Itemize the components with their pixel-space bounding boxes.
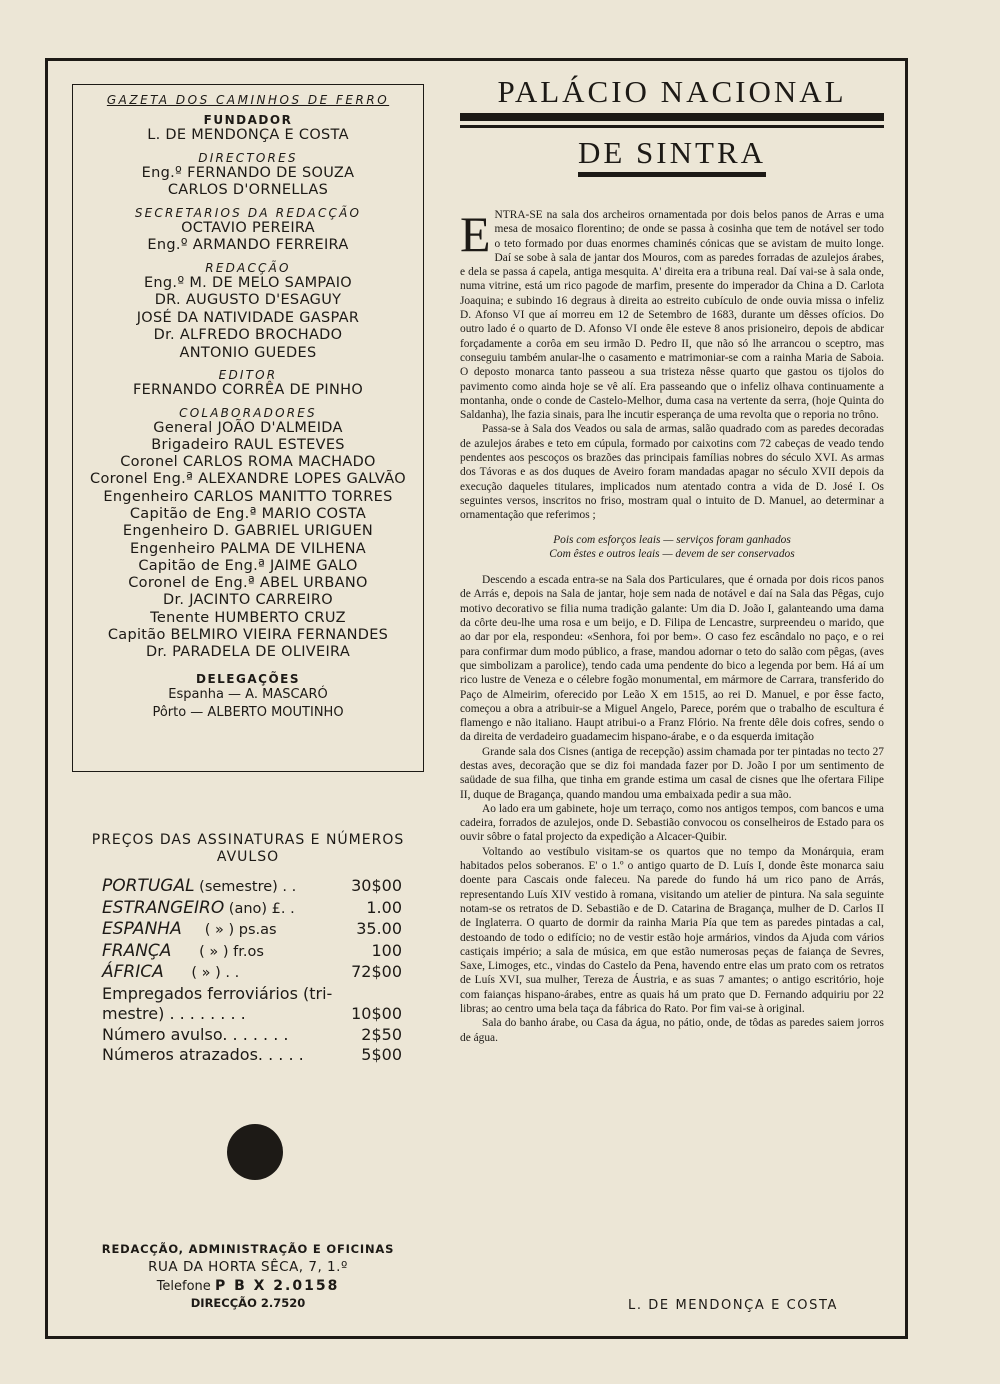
office-line: REDACÇÃO, ADMINISTRAÇÃO E OFICINAS — [101, 1242, 395, 1256]
gazette-name: GAZETA DOS CAMINHOS DE FERRO — [106, 93, 390, 107]
author-signature: L. DE MENDONÇA E COSTA — [628, 1298, 839, 1313]
editor-label: EDITOR — [218, 368, 278, 382]
price-period: (ano) £. . — [224, 900, 295, 917]
secretary-name: Eng.º ARMANDO FERREIRA — [147, 237, 349, 253]
price-row — [102, 898, 402, 920]
price-country: ESPANHA — [102, 919, 182, 939]
price-country: ÁFRICA — [102, 962, 164, 982]
collaborator-name: Capitão BELMIRO VIEIRA FERNANDES — [107, 627, 389, 644]
title-rule — [460, 113, 884, 121]
employees-label: Empregados ferroviários (tri- — [102, 983, 333, 1003]
prices-heading: PREÇOS DAS ASSINATURAS E NÚMEROS — [91, 832, 405, 848]
price-value: 2$50 — [361, 1024, 402, 1044]
price-period: ( » ) . . — [163, 965, 240, 981]
price-row — [102, 876, 402, 898]
price-country: ESTRANGEIRO — [102, 897, 225, 918]
price-period: ( » ) fr.os — [171, 943, 264, 960]
director-name: Eng.º FERNANDO DE SOUZA — [141, 164, 355, 181]
collaborator-name: Dr. PARADELA DE OLIVEIRA — [145, 644, 351, 661]
price-country: FRANÇA — [102, 940, 172, 961]
masthead-box — [72, 84, 424, 772]
redaccao-name: DR. AUGUSTO D'ESAGUY — [154, 292, 342, 308]
article-subtitle: DE SINTRA — [578, 135, 766, 177]
phone-line — [72, 1278, 424, 1294]
article-body — [460, 208, 884, 1045]
price-row — [102, 919, 402, 941]
directors-label: DIRECTORES — [198, 150, 298, 165]
back-issue-label: Números atrazados. . . . . — [102, 1045, 304, 1064]
price-period: (semestre) . . — [194, 879, 297, 895]
prices-heading: AVULSO — [216, 849, 280, 865]
collaborator-name: Engenheiro D. GABRIEL URIGUEN — [122, 523, 374, 540]
collaborator-name: Capitão de Eng.ª MARIO COSTA — [129, 505, 367, 522]
phone-label: Telefone — [156, 1279, 211, 1294]
price-row — [102, 962, 402, 984]
delegation: Espanha — A. MASCARÓ — [168, 686, 328, 702]
paragraph: Sala do banho árabe, ou Casa da água, no pátio, onde, de tôdas as paredes saiem jorros de água. — [460, 1017, 884, 1044]
paragraph — [460, 208, 884, 422]
address-line: RUA DA HORTA SÊCA, 7, 1.º — [148, 1259, 348, 1275]
collaborator-name: Coronel Eng.ª ALEXANDRE LOPES GALVÃO — [90, 471, 406, 488]
article-title — [460, 135, 884, 171]
phone-number: P B X 2.0158 — [214, 1278, 340, 1294]
collaborator-name: Engenheiro PALMA DE VILHENA — [130, 540, 366, 557]
price-value: 30$00 — [351, 876, 402, 895]
verse-line: Pois com esforços leais — serviços foram ganhados — [553, 533, 791, 546]
price-row — [102, 941, 402, 963]
secretary-name: OCTAVIO PEREIRA — [181, 219, 315, 236]
price-country: PORTUGAL — [102, 876, 195, 896]
price-value: 72$00 — [351, 962, 402, 981]
delegations-label: DELEGAÇÕES — [196, 671, 300, 686]
collaborator-name: Coronel de Eng.ª ABEL URBANO — [128, 575, 368, 592]
subscription-prices — [72, 832, 424, 1066]
delegation: Pôrto — ALBERTO MOUTINHO — [152, 704, 344, 720]
paragraph-text: NTRA-SE na sala dos archeiros ornamentada por dois belos panos de Arras e uma mesa de mosaico florentino; de onde se passa à cosinha que tem de notável ser todo o teto formado por duas enormes chaminés cónicas que se avistam de muito longe. Daí se sobe à sala de jantar dos Mouros, com as paredes forradas de azulejos árabes, e dela se passa á capela, antiga mesquita. A' direita era a tribuna real. Daí vai-se à sala onde, numa vitrine, está um rico pagode de marfim, presente do imperador da China a D. Carlota Joaquina; e subindo 16 degraus à direita ao estreito cubículo de onde ouvia missa o infeliz D. Afonso VI que aí morreu em 12 de Setembro de 1683, durante um dêsses ofícios. Do outro lado é o quarto de D. Afonso VI onde êle esteve 8 anos prisioneiro, depois de abdicar forçadamente a corôa em seu irmão D. Pedro II, que não só lhe arrancou o sceptro, mas conseguiu também anular-lhe o casamento e matrimoniar-se com a rainha Maria de Saboia. O deposto monarca tanto passeou a sua tristeza nêsse quarto que gastou os tijolos do pavimento como ainda hoje se vê alí. Era passeando que o infeliz olhava continuamente a montanha, onde o conde de Castelo-Melhor, duma casa na vertente da serra, (hoje Quinta do Saldanha), lhe fazia sinais, para lhe incutir esperança de uma revolta que o reporia no trôno. — [460, 209, 884, 422]
direccao-line: DIRECÇÃO 2.7520 — [190, 1296, 306, 1310]
publisher-footer — [72, 1242, 424, 1310]
founder-label: FUNDADOR — [203, 113, 293, 127]
drop-cap: E — [460, 206, 491, 262]
price-row — [102, 1025, 402, 1046]
redaccao-name: Dr. ALFREDO BROCHADO — [153, 327, 343, 343]
redaccao-name: JOSÉ DA NATIVIDADE GASPAR — [136, 309, 360, 326]
redaccao-name: Eng.º M. DE MELO SAMPAIO — [143, 274, 353, 291]
founder-name: L. DE MENDONÇA E COSTA — [147, 127, 349, 143]
director-name: CARLOS D'ORNELLAS — [167, 182, 329, 198]
paragraph: Passa-se à Sala dos Veados ou sala de armas, salão quadrado com as paredes decoradas de azulejos árabes e teto em cúpula, formado por caixotins com 72 cabeças de veado tendo pendentes aos pescoços os brazões das principais famílias nobres do século XVI. As armas dos Távoras e as dos duques de Aveiro foram mandadas apagar no século XVII depois da execução daqueles titulares, implicados num atentado contra a vida de D. José I. Os seguintes versos, inscritos no friso, mostram qual o intuito de D. Manuel, ao determinar a ornamentação que referimos ; — [460, 423, 884, 522]
collaborator-name: Dr. JACINTO CARREIRO — [163, 592, 333, 609]
collaborator-name: Tenente HUMBERTO CRUZ — [150, 609, 346, 626]
paragraph: Voltando ao vestíbulo visitam-se os quartos que no tempo da Monárquia, eram habitados pelos soberanos. E' o 1.º o antigo quarto de D. Luís I, donde êste monarca saiu doente para Cascais onde faleceu. Na parede do fundo há um rico pano de Arrás, representando Luís XIV vestido à romana, visitando um atelier de pintura. Na sala seguinte notam-se os retratos de D. Sebastião e de D. Catarina de Bragança, mulher de D. Carlos II de Inglaterra. O quarto de dormir da rainha Maria Pía que tem as paredes pintadas a cal, destoando de todo o edifício; no de vestir estão hoje armários, vindos da Ajuda com vários castiçais império; a sala de música, em que estão numerosas peças de faiança de Sevres, Saxe, Limoges, etc., vindas do Castelo da Pena, havendo entre elas um prato com os retratos de Luís XVI, sua mulher, Tereza de Áustria, e as suas 7 amantes; o antigo escritório, hoje com faianças hispano-árabes, entre as quais há um prato que D. Fernando adquiriu por 22 libras; ao centro uma bela taça da fábrica do Rato. Por fim vai-se à original. — [460, 845, 884, 1016]
price-period: ( » ) ps.as — [181, 922, 277, 938]
editor-name: FERNANDO CORRÊA DE PINHO — [132, 382, 364, 398]
collaborator-name: Capitão de Eng.ª JAIME GALO — [138, 557, 358, 574]
collaborator-name: General JOÃO D'ALMEIDA — [153, 419, 343, 436]
price-value: 5$00 — [361, 1045, 402, 1064]
redaccao-name: ANTONIO GUEDES — [179, 344, 317, 361]
paragraph: Ao lado era um gabinete, hoje um terraço, como nos antigos tempos, com bancos e uma cadeira, forrados de azulejos, onde D. Sebastião convocou os conselheiros de Estado para os ouvir sôbre o fatal projecto da expedição a Alcacer-Quibir. — [460, 802, 884, 844]
collaborator-name: Coronel CARLOS ROMA MACHADO — [120, 454, 376, 471]
price-value: 1.00 — [366, 897, 402, 917]
price-row — [102, 984, 402, 1005]
price-value: 100 — [371, 940, 402, 960]
price-row — [102, 1045, 402, 1066]
collaborators-list — [73, 420, 423, 662]
collaborator-name: Engenheiro CARLOS MANITTO TORRES — [103, 488, 393, 505]
collaborators-label: COLABORADORES — [179, 405, 317, 420]
article-title: PALÁCIO NACIONAL — [497, 74, 847, 109]
verse-line: Com êstes e outros leais — devem de ser conservados — [549, 547, 795, 560]
price-row — [102, 1004, 402, 1025]
secretaries-label: SECRETARIOS DA REDACÇÃO — [134, 205, 362, 220]
verse — [460, 533, 884, 562]
decorative-dot — [227, 1124, 283, 1180]
paragraph: Grande sala dos Cisnes (antiga de recepção) assim chamada por ter pintadas no tecto 27 destas aves, decoração que se diz foi mandada fazer por D. João I por um sentimento de saüdade de sua filha, que tinha em grande estima um casal de cisnes que lhe ofertara Filipe II, duque de Bragança, quando mandou uma embaixada pedir a sua mão. — [460, 745, 884, 801]
price-value: 10$00 — [351, 1004, 402, 1023]
single-issue-label: Número avulso. . . . . . . — [102, 1024, 289, 1044]
price-value: 35.00 — [356, 919, 402, 938]
redaccao-label: REDACÇÃO — [205, 260, 291, 275]
collaborator-name: Brigadeiro RAUL ESTEVES — [151, 436, 345, 453]
title-rule — [460, 125, 884, 128]
employees-label: mestre) . . . . . . . . — [102, 1004, 246, 1023]
paragraph: Descendo a escada entra-se na Sala dos Particulares, que é ornada por dois ricos panos de Arrás e, depois na Sala de jantar, hoje sem nada de notável e daí na Sala das Pêgas, cujo motivo decorativo se filia numa tradição galante: Um dia D. João I, galanteando uma dama da côrte deu-lhe uma rosa e um beijo, e D. Filipa de Lencastre, surpreendeu o marido, que ao dar por ela, respondeu: «Senhora, foi por bem». O caso fez escândalo no paço, e o rei para confirmar dum modo público, a frase, mandou adornar o teto do salão com pêgas, (aves que simbolizam a parolice), tendo cada uma pendente do bico a legenda por bem. Há aí um rico lustre de Veneza e o célebre fogão monumental, em mármore de Carrara, transferido do Paço de Almeirim, oferecido por Leão X em 1515, ao rei D. Manuel, e por êsse facto, começou a obra a atribuir-se a Miguel Angelo, Parece, porém que o trabalho de escultura é flamengo e não italiano. Haupt atribui-o a Franz Flório. Na frente dêle dois cofres, sendo o da direita de verdadeiro guadamecim hispano-árabe, e o da esquerda imitação — [460, 574, 884, 744]
